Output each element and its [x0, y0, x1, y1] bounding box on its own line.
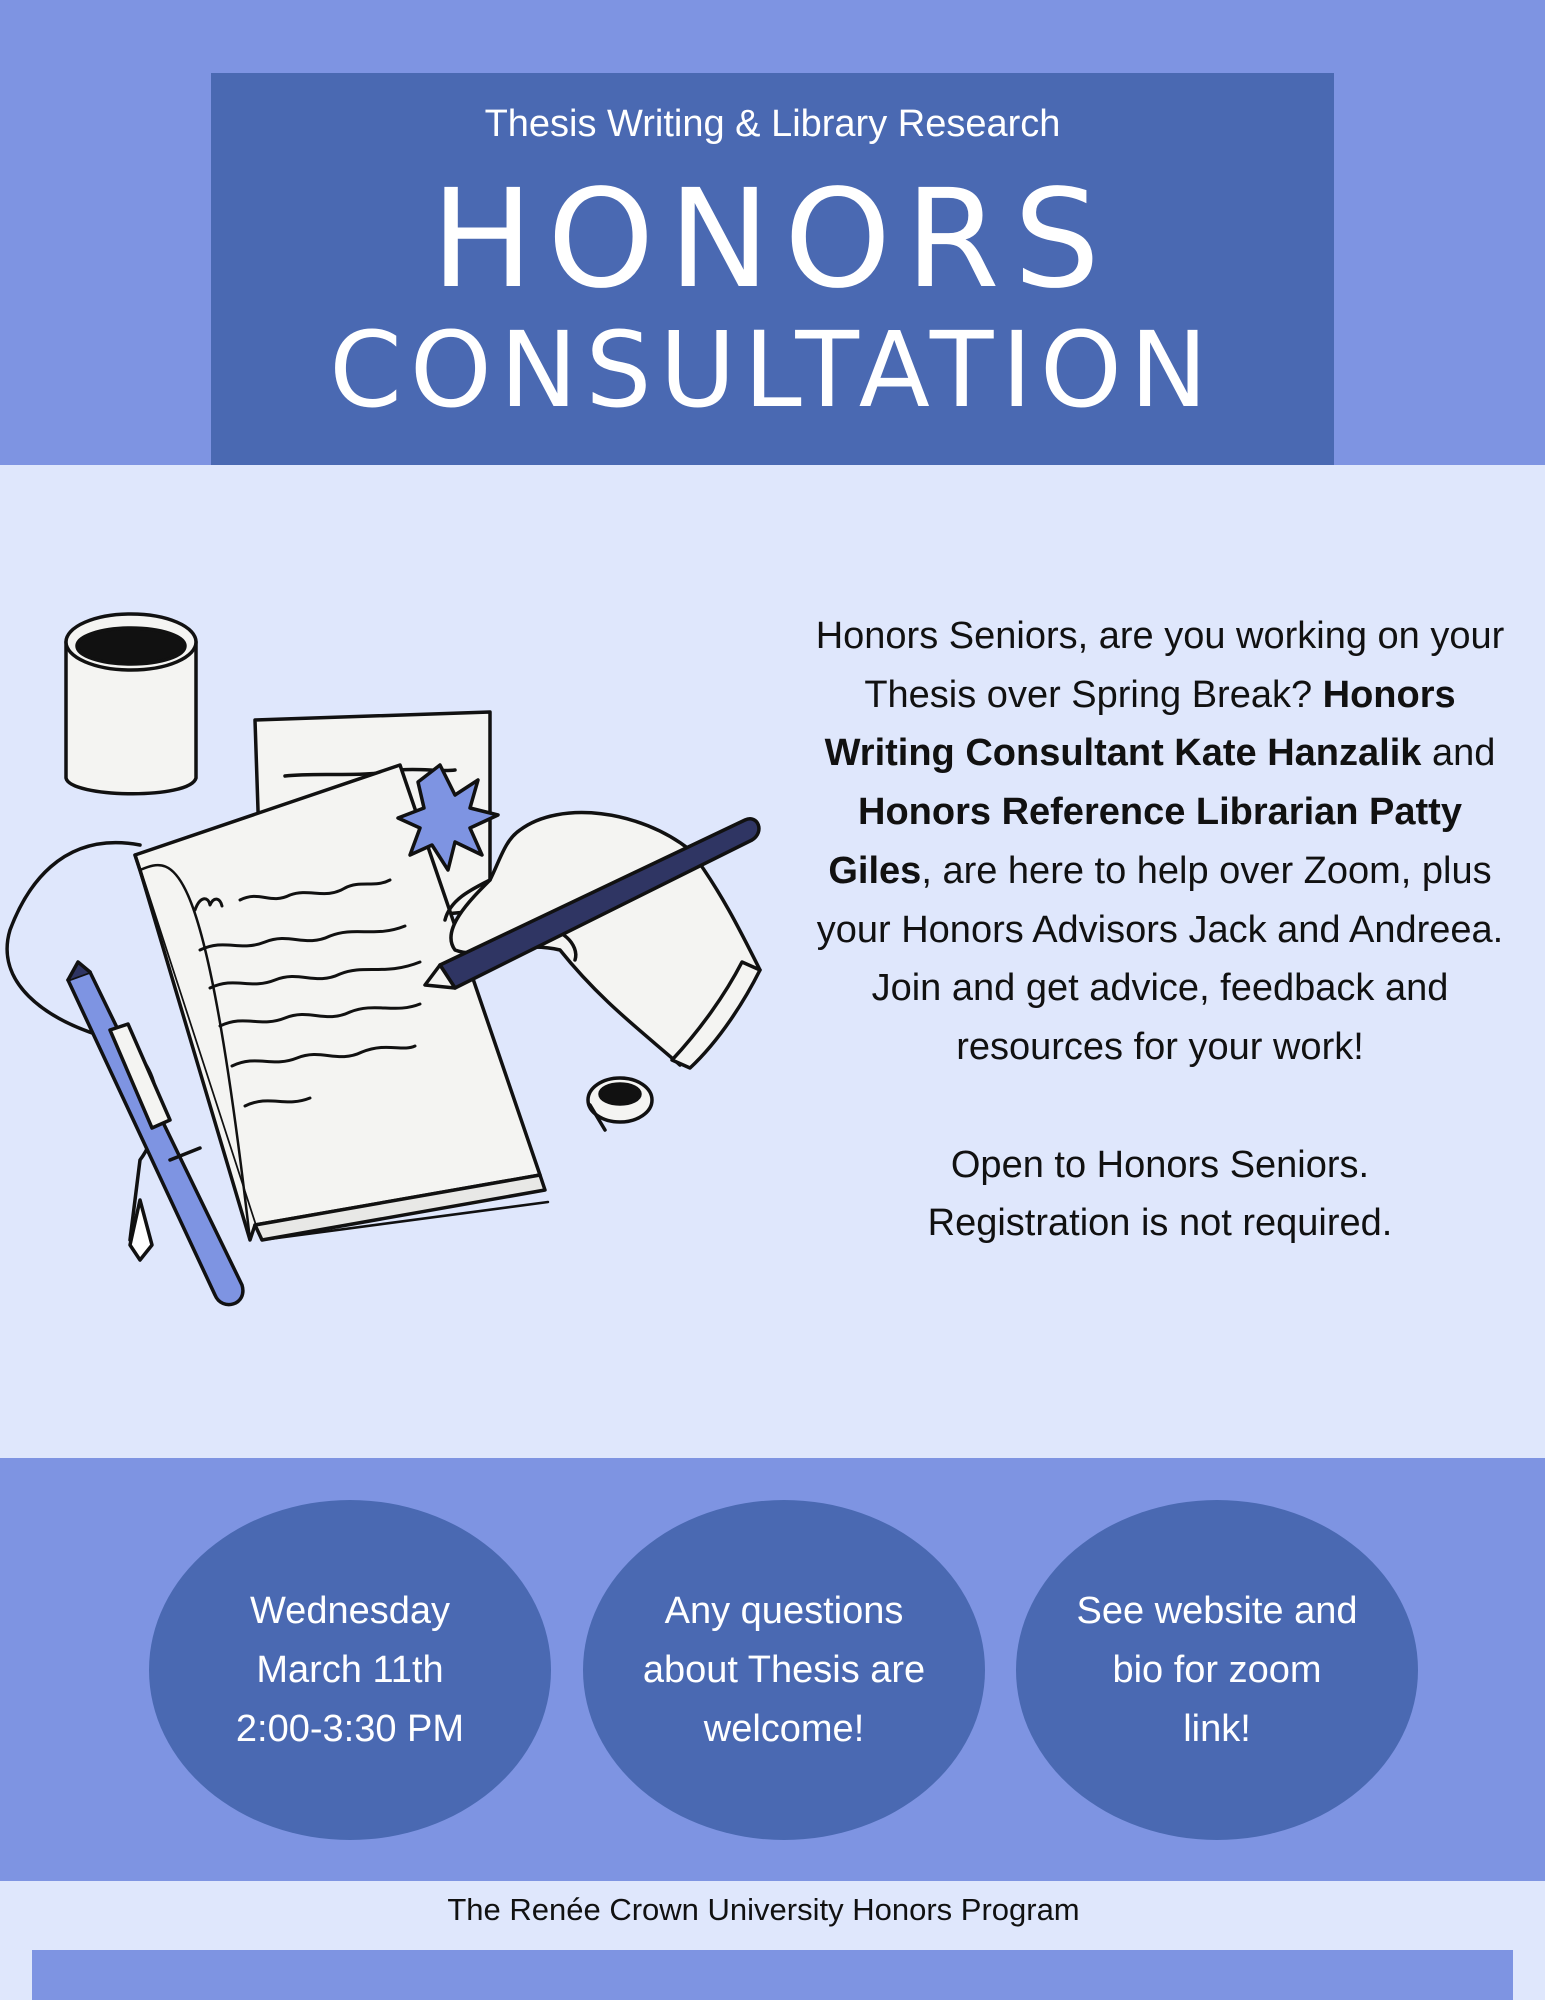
subtitle: Thesis Writing & Library Research	[484, 103, 1061, 145]
website-line-3: link!	[1183, 1707, 1251, 1750]
and-text: and	[1431, 732, 1496, 775]
date-time: 2:00-3:30 PM	[235, 1707, 465, 1750]
description	[815, 607, 1505, 1253]
eligibility-text: Open to Honors Seniors.	[950, 1143, 1370, 1186]
coffee-mug-icon	[66, 614, 196, 794]
title-line-1: HONORS	[431, 161, 1114, 319]
help-text: , are here to help over Zoom, plus your Honors Advisors Jack and Andreea. Join and get advice, feedback and resources for your work!	[816, 849, 1504, 1068]
registration-text: Registration is not required.	[927, 1202, 1393, 1245]
tape-roll-icon	[588, 1078, 652, 1130]
date-date: March 11th	[256, 1648, 444, 1691]
info-band	[0, 1458, 1545, 1881]
intro-text: Honors Seniors, are you working on your Thesis over Spring Break?	[815, 615, 1505, 716]
website-circle	[1016, 1500, 1418, 1840]
website-line-2: bio for zoom	[1112, 1648, 1322, 1691]
questions-line-2: about Thesis are	[642, 1648, 926, 1691]
footer-program-name: The Renée Crown University Honors Program	[447, 1892, 1080, 1927]
reference-librarian-name: Honors Reference Librarian Patty Giles	[828, 791, 1462, 892]
title-box	[211, 73, 1334, 465]
date-circle	[149, 1500, 551, 1840]
desk-writing-illustration	[0, 600, 780, 1320]
bottom-bar	[32, 1950, 1513, 2000]
website-line-1: See website and	[1076, 1589, 1358, 1632]
questions-line-1: Any questions	[664, 1589, 904, 1632]
date-day: Wednesday	[250, 1589, 450, 1632]
questions-circle	[583, 1500, 985, 1840]
title-line-2: CONSULTATION	[329, 309, 1216, 431]
writing-consultant-name: Honors Writing Consultant Kate Hanzalik	[824, 673, 1456, 775]
questions-line-3: welcome!	[703, 1707, 865, 1750]
